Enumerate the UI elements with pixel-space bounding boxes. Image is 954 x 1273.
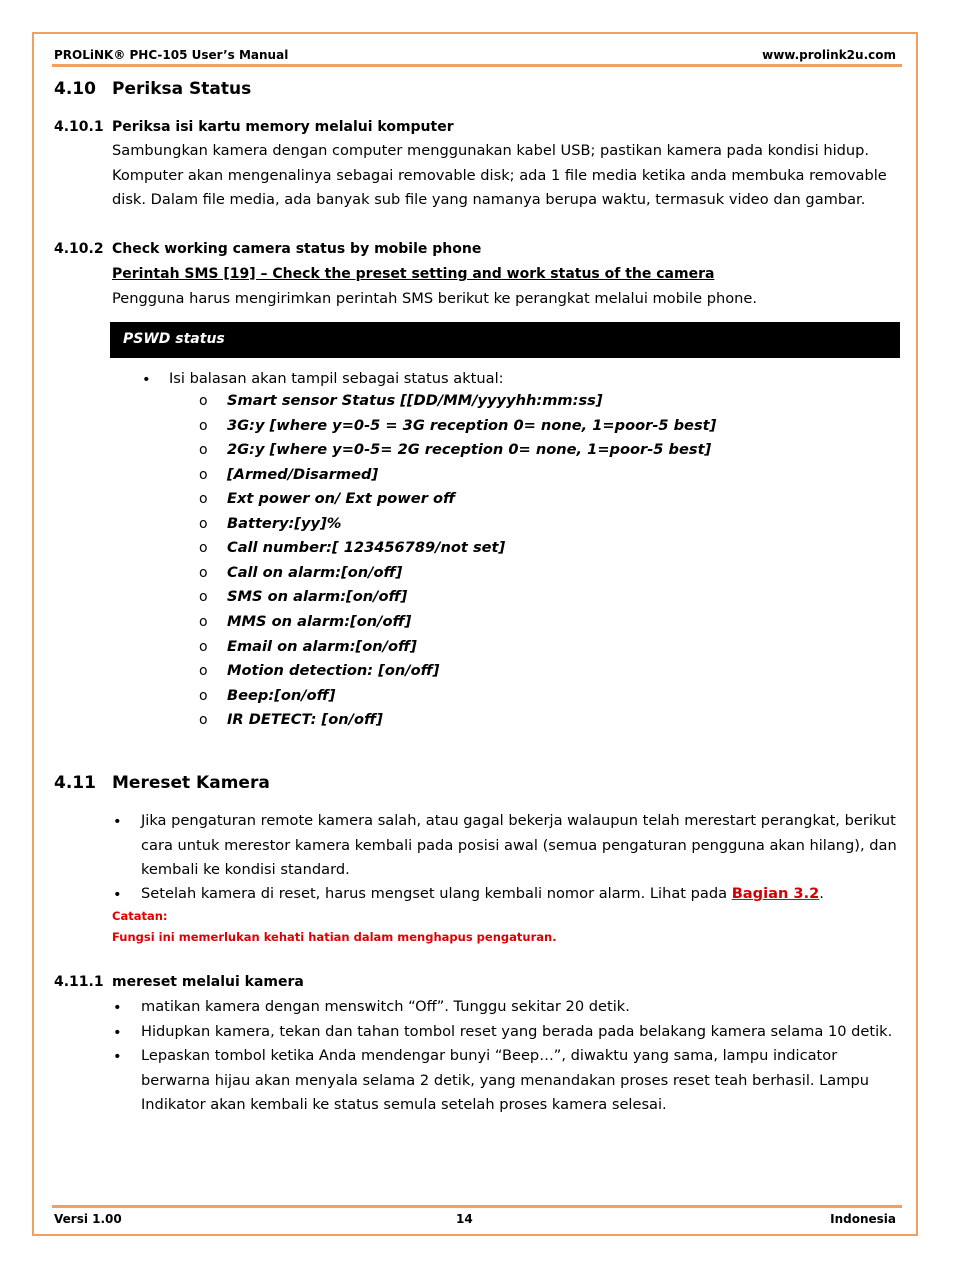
status-reply-intro: Isi balasan akan tampil sebagai status aktual: [169,370,504,387]
circle-bullet-glyph: o [199,712,208,728]
section-number: 4.11 [54,773,96,793]
circle-bullet-glyph: o [199,614,208,630]
section-title: Check working camera status by mobile phone [112,241,482,257]
circle-bullet-glyph: o [199,663,208,679]
status-item: Smart sensor Status [[DD/MM/yyyyhh:mm:ss] [227,392,603,409]
header-url: www.prolink2u.com [762,48,896,62]
status-item: Call number:[ 123456789/not set] [227,539,506,556]
bagian-3-2-link[interactable]: Bagian 3.2 [731,885,820,902]
reset-bullet-2 [141,882,903,907]
status-item: Beep:[on/off] [227,687,336,704]
bullet-glyph: • [113,886,122,903]
reset-bullet-1: Jika pengaturan remote kamera salah, atau gagal bekerja walaupun telah merestart perangkat, berikut cara untuk merestor kamera kembali pada posisi awal (semua pengaturan pengguna akan hilang), dan kembali ke kondisi standard. [141,812,897,878]
circle-bullet-glyph: o [199,589,208,605]
status-item: [Armed/Disarmed] [227,466,379,483]
status-item: 2G:y [where y=0-5= 2G reception 0= none, 1=poor-5 best] [227,441,712,458]
note-label: Catatan: [112,909,168,923]
circle-bullet-glyph: o [199,393,208,409]
reset-step-3: Lepaskan tombol ketika Anda mendengar bunyi “Beep…”, diwaktu yang sama, lampu indicator berwarna hijau akan menyala selama 2 detik, yang menandakan proses reset teah berhasil. Lampu Indikator akan kembali ke status semula setelah proses kamera selesai. [141,1047,869,1113]
note-text: Fungsi ini memerlukan kehati hatian dalam menghapus pengaturan. [112,930,557,944]
status-item: Call on alarm:[on/off] [227,564,403,581]
status-item: Email on alarm:[on/off] [227,638,417,655]
status-item: Battery:[yy]% [227,515,342,532]
section-4-10-1-body: Sambungkan kamera dengan computer menggunakan kabel USB; pastikan kamera pada kondisi hidup. Komputer akan mengenalinya sebagai removable disk; ada 1 file media ketika anda membuka removable disk. Dalam file media, ada banyak sub file yang namanya berupa waktu, termasuk video dan gambar. [112,142,887,208]
section-number: 4.10.1 [54,119,104,135]
section-4-10-heading [54,79,251,99]
section-4-10-2-heading [54,241,481,257]
section-number: 4.10.2 [54,241,104,257]
section-4-11-1-heading [54,974,304,990]
sms-command-text: PSWD status [123,331,225,347]
status-item: Motion detection: [on/off] [227,662,440,679]
circle-bullet-glyph: o [199,688,208,704]
status-item: Ext power on/ Ext power off [227,490,456,507]
reset-bullet-2-end: . [819,885,824,902]
footer-rule [52,1205,902,1208]
status-item: IR DETECT: [on/off] [227,711,383,728]
bullet-glyph: • [113,813,122,830]
circle-bullet-glyph: o [199,639,208,655]
status-item: SMS on alarm:[on/off] [227,588,408,605]
header-rule [52,64,902,67]
footer-version: Versi 1.00 [54,1212,122,1226]
reset-step-2: Hidupkan kamera, tekan dan tahan tombol reset yang berada pada belakang kamera selama 10 detik. [141,1023,893,1040]
circle-bullet-glyph: o [199,491,208,507]
reset-bullet-2-text: Setelah kamera di reset, harus mengset ulang kembali nomor alarm. Lihat pada [141,885,732,902]
section-title: Periksa Status [112,79,252,99]
section-4-11-heading [54,773,270,793]
circle-bullet-glyph: o [199,540,208,556]
footer-language: Indonesia [830,1212,896,1226]
section-title: mereset melalui kamera [112,974,304,990]
section-title: Mereset Kamera [112,773,270,793]
status-item: 3G:y [where y=0-5 = 3G reception 0= none, 1=poor-5 best] [227,417,717,434]
reset-step-1: matikan kamera dengan menswitch “Off”. Tunggu sekitar 20 detik. [141,998,630,1015]
circle-bullet-glyph: o [199,418,208,434]
header-title: PROLiNK® PHC-105 User’s Manual [54,48,289,62]
sms-command-title: Perintah SMS [19] – Check the preset setting and work status of the camera [112,266,715,282]
circle-bullet-glyph: o [199,565,208,581]
section-number: 4.10 [54,79,96,99]
circle-bullet-glyph: o [199,516,208,532]
circle-bullet-glyph: o [199,467,208,483]
bullet-glyph: • [113,1048,122,1065]
page-number: 14 [456,1212,473,1226]
bullet-glyph: • [113,999,122,1016]
section-title: Periksa isi kartu memory melalui komputer [112,119,454,135]
bullet-glyph: • [113,1024,122,1041]
section-number: 4.11.1 [54,974,104,990]
circle-bullet-glyph: o [199,442,208,458]
status-item: MMS on alarm:[on/off] [227,613,412,630]
sms-command-box [110,322,900,358]
sms-instruction: Pengguna harus mengirimkan perintah SMS berikut ke perangkat melalui mobile phone. [112,290,758,307]
bullet-glyph: • [142,371,151,388]
section-4-10-1-heading [54,119,454,135]
